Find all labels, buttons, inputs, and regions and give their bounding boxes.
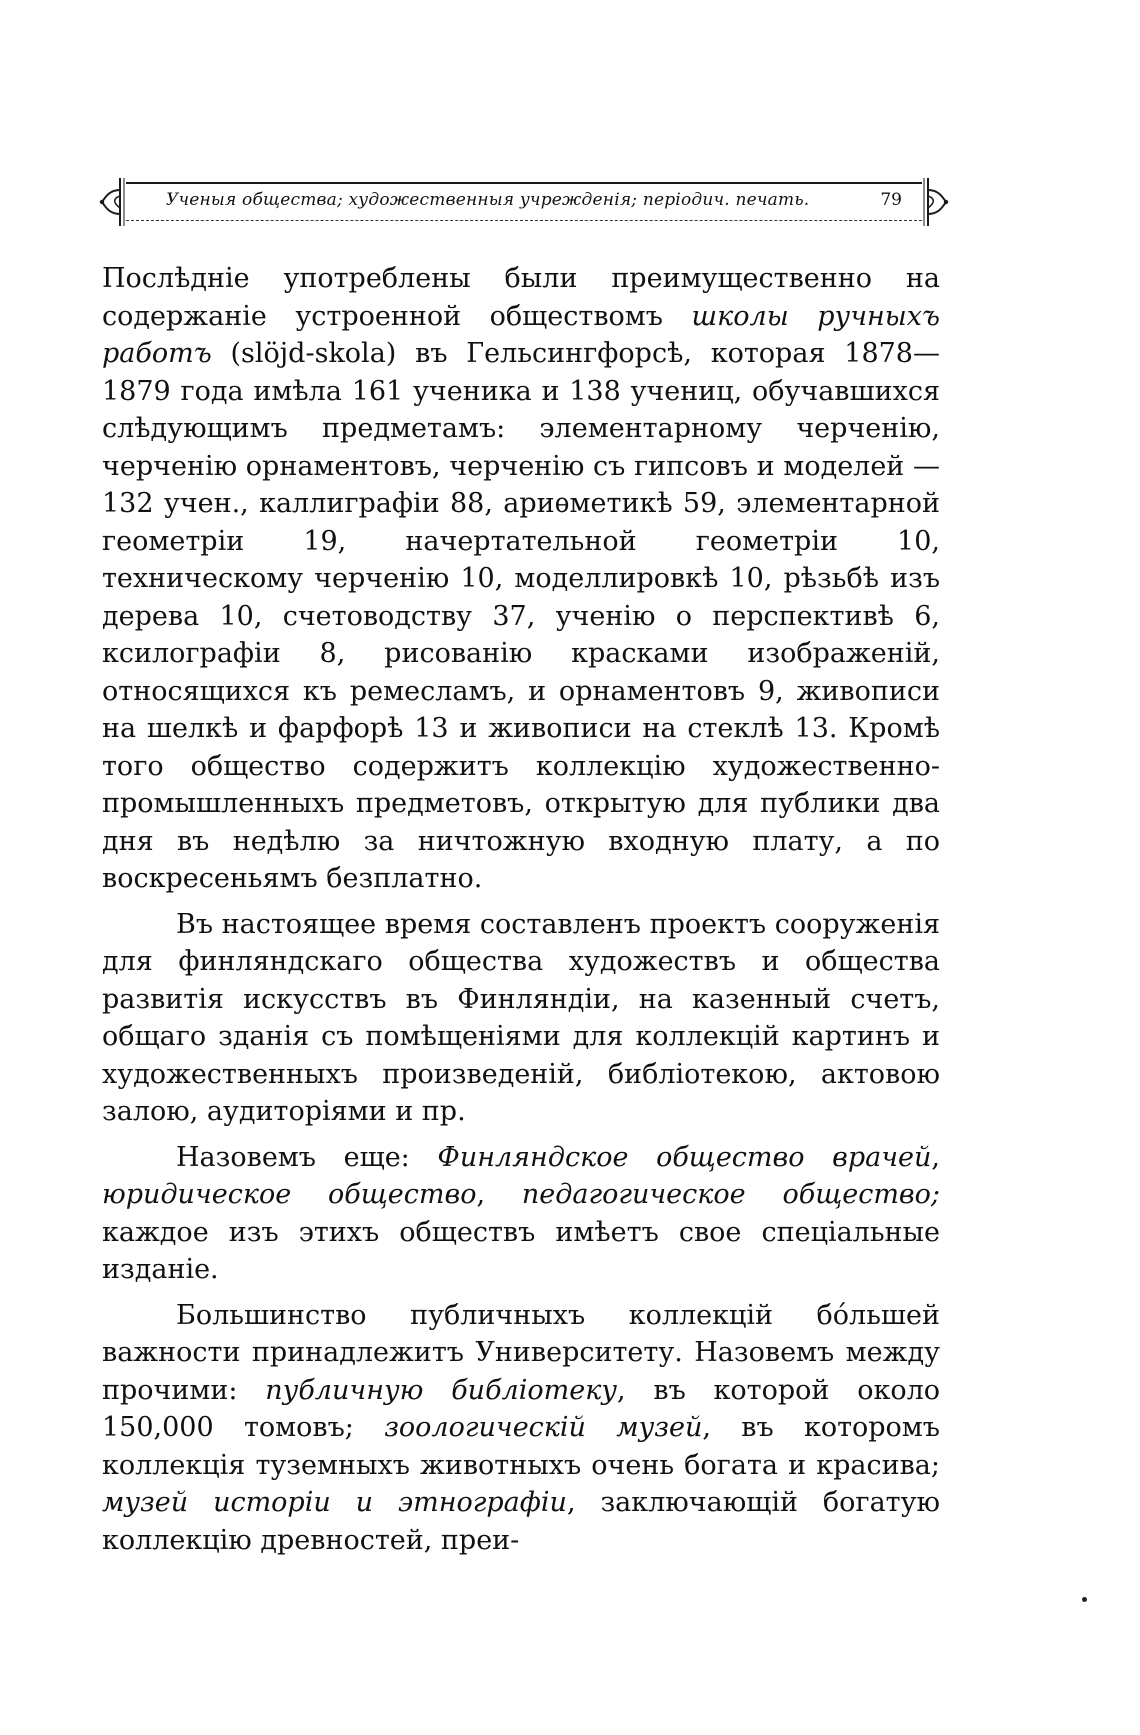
italic-text-segment: музей исторіи и этнографіи <box>102 1487 567 1518</box>
text-segment: Назовемъ еще: <box>176 1141 438 1173</box>
header-ornament-right-icon <box>920 176 950 228</box>
text-segment: Въ настоящее время составленъ проектъ сооруженія для финляндскаго общества художествъ и общества развитія искусствъ въ Финляндіи, на казенный счетъ, общаго зданія съ помѣщеніями для коллекцій картинъ и художественныхъ произведеній, библіотекою, актовою залою, аудиторіями и пр. <box>102 908 940 1127</box>
running-title: Ученыя общества; художественныя учрежденія; періодич. печать. <box>166 190 810 210</box>
text-segment: , <box>476 1179 522 1210</box>
body-text <box>102 260 940 1559</box>
italic-text-segment: школы ручныхъ работъ <box>102 300 941 369</box>
text-segment: , <box>931 1141 940 1173</box>
paragraph <box>102 1297 940 1560</box>
paragraph <box>102 260 940 898</box>
paragraph <box>102 1139 940 1289</box>
header-rule-top <box>126 182 922 184</box>
paragraph <box>102 906 940 1131</box>
text-segment: Послѣдніе употреблены были преимущественно на содержаніе устроенной обществомъ <box>102 263 940 332</box>
text-segment: каждое изъ этихъ обществъ имѣетъ свое спеціальные изданіе. <box>102 1216 940 1285</box>
italic-text-segment: Финляндское общество врачей <box>437 1141 932 1173</box>
italic-text-segment: публичную библіотеку <box>265 1374 617 1406</box>
italic-text-segment: педагогическое общество; <box>521 1179 940 1210</box>
italic-text-segment: зоологическій музей <box>384 1412 703 1443</box>
text-segment: , заключающій богатую коллекцію древностей, преи- <box>102 1487 940 1556</box>
page-number: 79 <box>880 190 902 210</box>
stray-ink-dot <box>1082 1597 1087 1602</box>
text-segment: , въ которомъ коллекція туземныхъ животныхъ очень богата и красива; <box>102 1412 940 1481</box>
text-segment: (slöjd-skola) въ Гельсингфорсѣ, которая 1878—1879 года имѣла 161 ученика и 138 учениц, обучавшихся слѣдующимъ предметамъ: элементарному черченію, черченію орнаментовъ, черченію съ гипсовъ и моделей — 132 учен., каллиграфіи 88, ариѳметикѣ 59, элементарной геометріи 19, начертательной геометріи 10, техническому черченію 10, моделлировкѣ 10, рѣзьбѣ изъ дерева 10, счетоводству 37, ученію о перспективѣ 6, ксилографіи 8, рисованію красками изображеній, относящихся къ ремесламъ, и орнаментовъ 9, живописи на шелкѣ и фарфорѣ 13 и живописи на стеклѣ 13. Кромѣ того общество содержитъ коллекцію художественно-промышленныхъ предметовъ, открытую для публики два дня въ недѣлю за ничтожную входную плату, а по воскресеньямъ безплатно. <box>102 338 940 894</box>
text-segment: , въ которой около 150,000 томовъ; <box>102 1374 940 1443</box>
italic-text-segment: юридическое общество <box>102 1179 477 1210</box>
running-header <box>98 180 950 224</box>
header-rule-bottom <box>126 220 922 221</box>
header-ornament-left-icon <box>98 176 128 228</box>
text-segment: Большинство публичныхъ коллекцій бóльшей важности принадлежитъ Университету. Назовемъ между прочими: <box>102 1299 940 1406</box>
